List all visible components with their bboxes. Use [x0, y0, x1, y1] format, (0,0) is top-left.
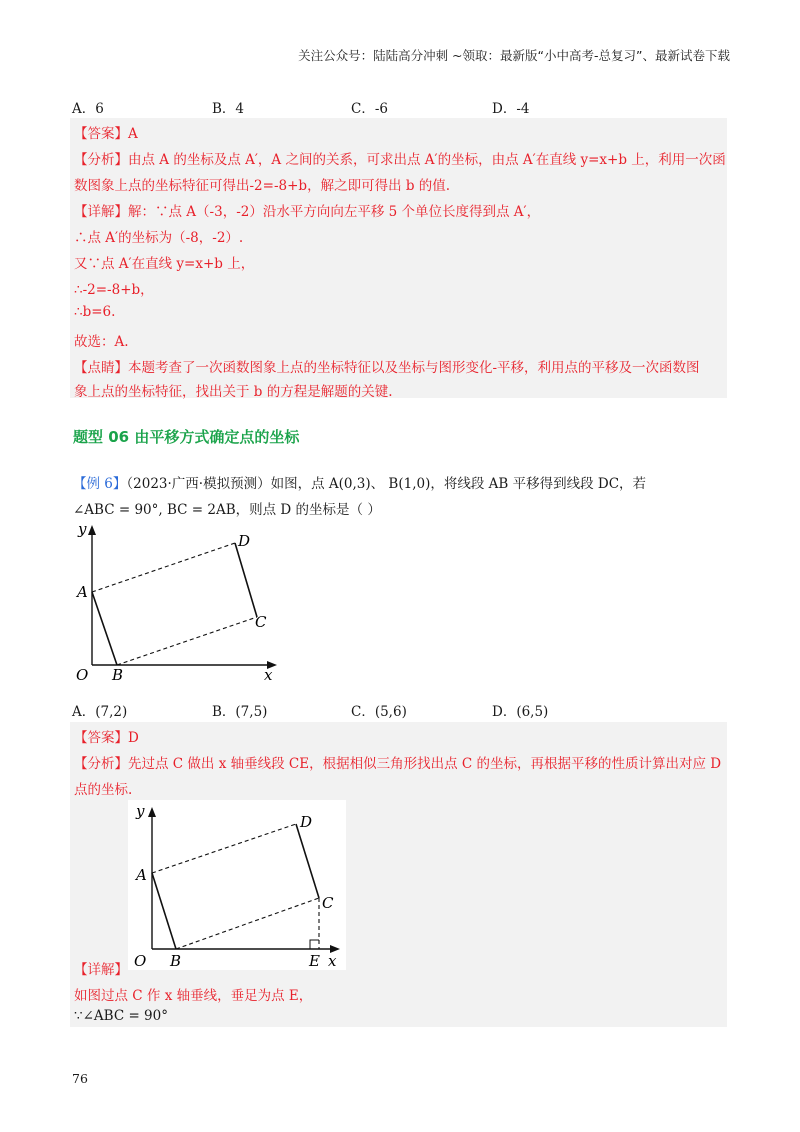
detail-line-3: 又∵点 A′在直线 y=x+b 上， — [74, 256, 255, 272]
point-a-label: A — [77, 583, 88, 601]
q2-option-c: C．(5,6) — [351, 704, 407, 720]
comment-tag: 【点睛】 — [74, 360, 128, 376]
analysis2-text-1: 先过点 C 做出 x 轴垂线段 CE，根据相似三角形找出点 C 的坐标，再根据平移的性质计算出对应 D — [128, 756, 722, 772]
point-b-label: B — [112, 666, 124, 684]
analysis-line-2: 数图象上点的坐标特征可得出-2=-8+b，解之即可得出 b 的值. — [74, 178, 451, 194]
answer-tag-2: 【答案】 — [74, 730, 128, 746]
solution-panel-2 — [70, 722, 727, 1027]
analysis-tag-2: 【分析】 — [74, 756, 128, 772]
example6-figure — [72, 520, 282, 685]
comment-line-2: 象上点的坐标特征，找出关于 b 的方程是解题的关键. — [74, 384, 393, 400]
point-d-label: D — [238, 532, 251, 550]
dashed-ad — [92, 543, 235, 592]
q2-option-d: D．(6,5) — [492, 704, 549, 720]
answer-line — [74, 122, 138, 142]
analysis2-line-2: 点的坐标. — [74, 782, 133, 798]
detail-tag: 【详解】 — [74, 204, 128, 220]
answer-line-2 — [74, 726, 139, 746]
origin-label-2: O — [134, 952, 147, 970]
point-c-label: C — [255, 613, 267, 631]
q1-option-a: A．6 — [72, 101, 104, 117]
example6-line-1 — [73, 472, 646, 492]
detail-text-1: 解：∵点 A（-3，-2）沿水平方向向左平移 5 个单位长度得到点 A′， — [128, 204, 541, 220]
y-axis-arrow-icon — [88, 525, 96, 535]
y-label-2: y — [136, 802, 145, 820]
q1-option-d: D．-4 — [492, 101, 530, 117]
point-e-label: E — [309, 952, 320, 970]
point-d-label-2: D — [300, 813, 313, 831]
detail-line-1 — [74, 200, 540, 220]
analysis2-line-1 — [74, 752, 721, 772]
answer-tag: 【答案】 — [74, 126, 128, 142]
example-tag: 【例 6】 — [73, 476, 127, 492]
segment-dc — [235, 543, 257, 617]
detail2-line-1: 如图过点 C 作 x 轴垂线，垂足为点 E， — [74, 988, 313, 1004]
q2-option-a: A．(7,2) — [72, 704, 128, 720]
solution-panel-1 — [70, 118, 727, 398]
detail-line-2: ∴点 A′的坐标为（-8，-2）. — [74, 230, 244, 246]
comment-text-1: 本题考查了一次函数图象上点的坐标特征以及坐标与图形变化-平移，利用点的平移及一次函数图 — [128, 360, 700, 376]
point-b-label-2: B — [170, 952, 182, 970]
segment-ab — [92, 592, 117, 665]
section-title: 题型 06 由平移方式确定点的坐标 — [73, 428, 300, 446]
x-label: x — [264, 666, 273, 684]
figure-background — [128, 800, 346, 970]
point-c-label-2: C — [322, 894, 334, 912]
q1-option-c: C．-6 — [351, 101, 388, 117]
detail2-line-2: ∵∠ABC = 90° — [74, 1008, 168, 1024]
detail-line-4: ∴-2=-8+b， — [74, 282, 154, 298]
page-header: 关注公众号：陆陆高分冲刺 ~领取：最新版“小中高考-总复习”、最新试卷下载 — [298, 48, 730, 63]
example6-line-2: ∠ABC = 90°, BC = 2AB，则点 D 的坐标是（ ） — [73, 502, 381, 518]
answer-value-2: D — [128, 730, 139, 746]
analysis-text-1: 由点 A 的坐标及点 A′，A 之间的关系，可求出点 A′的坐标，由点 A′在直线 y=x+b 上，利用一次函 — [128, 152, 726, 168]
comment-line-1 — [74, 356, 700, 376]
origin-label: O — [76, 666, 89, 684]
page-number: 76 — [72, 1071, 88, 1086]
y-label: y — [78, 520, 87, 538]
x-label-2: x — [328, 952, 337, 970]
analysis-figure — [128, 800, 346, 970]
example6-text-1: （2023·广西·模拟预测）如图，点 A(0,3)、 B(1,0)，将线段 AB 平移得到线段 DC，若 — [126, 476, 647, 492]
answer-value: A — [128, 126, 138, 142]
q2-option-b: B．(7,5) — [212, 704, 268, 720]
detail-line-5: ∴b=6. — [74, 304, 116, 320]
dashed-bc — [117, 617, 257, 665]
q1-option-b: B．4 — [212, 101, 245, 117]
detail2-tag: 【详解】 — [74, 962, 128, 978]
point-a-label-2: A — [136, 866, 147, 884]
detail-line-6: 故选：A. — [74, 334, 129, 350]
analysis-line-1 — [74, 148, 726, 168]
analysis-tag: 【分析】 — [74, 152, 128, 168]
